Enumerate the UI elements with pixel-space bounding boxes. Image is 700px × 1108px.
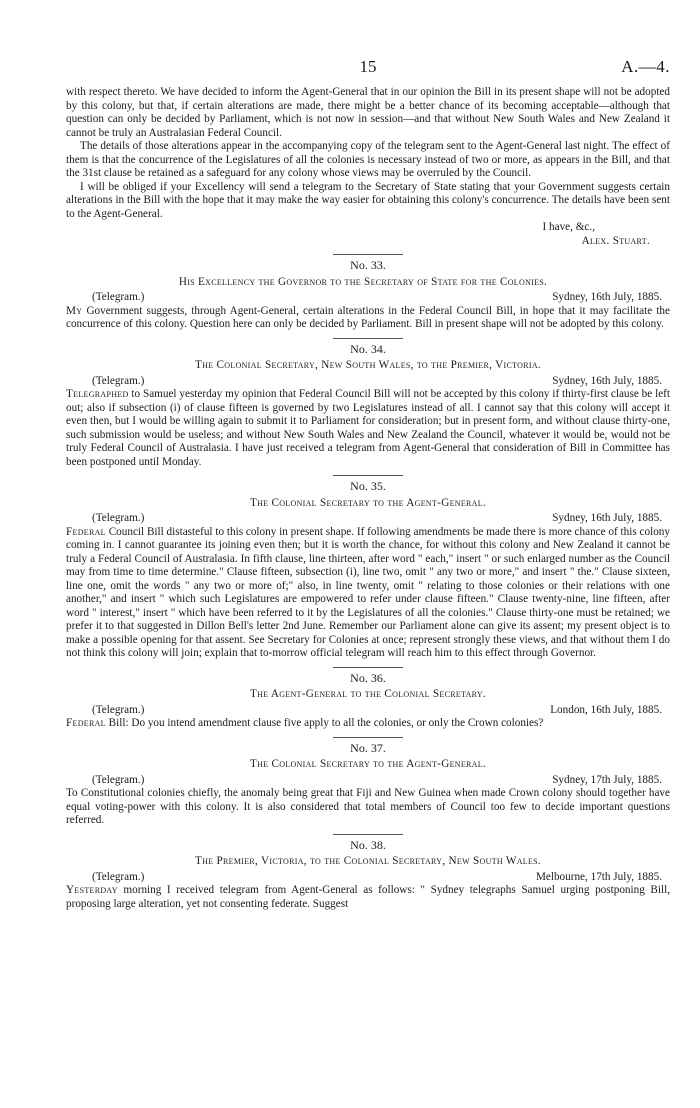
document-page [66,57,670,911]
intro-paragraph-1: with respect thereto. We have decided to inform the Agent-General that in our opinion the Bill in its present shape will not be adopted by this colony, but that, if certain alterations are made, there might be a better chance of its becoming acceptable—although that question can only be decided by Parliament, which is not now in session—and that without New South Wales and New Zealand it cannot be truly an Australasian Federal Council. [66,86,670,139]
letter-number: No. 37. [350,740,386,755]
lead-word: My [66,304,83,317]
section-divider [333,338,403,339]
intro-paragraph-2: The details of those alterations appear in the accompanying copy of the telegram sent to the Agent-General last night. The effect of them is that the concurrence of the Legislatures of all the colonies is necessary instead of two or more, as appears in the Bill, and that the 31st clause be retained as a safeguard for any colony whose views may be overruled by the Council. [66,140,670,179]
telegram-label: (Telegram.) [92,512,145,524]
letter-meta [66,375,670,389]
letter-34 [66,338,670,470]
letter-meta [66,512,670,526]
letter-heading: His Excellency the Governor to the Secretary of State for the Colonies. [178,275,548,288]
letter-body: My Government suggests, through Agent-General, certain alterations in the Federal Council Bill, in hope that it may facilitate the concurrence of this colony. Question here can only be decided by Parliament. Bill in present shape will not be adopted by this colony. [66,304,670,330]
lead-word: Yesterday [66,884,118,896]
dateline: Sydney, 17th July, 1885. [552,773,662,786]
lead-word: Federal [66,525,106,538]
letter-37 [66,737,670,828]
letter-33 [66,254,670,332]
letter-heading: The Agent-General to the Colonial Secretary. [249,688,487,700]
letter-body: Federal Bill: Do you intend amendment clause five apply to all the colonies, or only the Crown colonies? [66,717,544,729]
letter-number: No. 35. [350,479,386,493]
section-divider [333,475,403,476]
letter-body: Yesterday morning I received telegram from Agent-General as follows: " Sydney telegraphs Samuel urging postponing Bill, proposing large alteration, yet not consenting federate. Suggest [66,884,670,910]
letter-35 [66,475,670,661]
letter-number: No. 34. [350,341,386,356]
letter-meta [66,291,670,305]
telegram-label: (Telegram.) [92,703,145,716]
dateline: London, 16th July, 1885. [550,703,662,716]
section-divider [333,254,403,255]
intro-paragraph-3: I will be obliged if your Excellency will send a telegram to the Secretary of State stating that your Government suggests certain alterations in the Bill with the hope that it may make the way easier for obtaining this colony's concurrence. The details have been sent to the Agent-General. [66,180,670,220]
letter-meta [66,871,670,885]
page-number: 15 [359,57,377,76]
dateline: Sydney, 16th July, 1885. [552,512,662,524]
lead-word: Federal [66,717,106,729]
letter-number: No. 38. [350,837,386,852]
closing-line: I have, &c., [542,221,595,233]
telegram-label: (Telegram.) [92,870,145,883]
letter-body: Telegraphed to Samuel yesterday my opinion that Federal Council Bill will not be accepted by this colony if thirty-first clause be left out; also if subsection (i) of clause fifteen is governed by two Legislatures instead of all. I cannot say that this colony will accept it even then, but I would be willing again to submit it to Parliament for consideration; but in present form, and without clause thirty-one, such submission would be useless; and without New South Wales and New Zealand the Council, whatever it would be, would not be truly Federal Council of Australasia. I have just received a telegram from Agent-General that consideration of Bill in Committee has been postponed until Monday. [66,388,670,468]
letter-number: No. 36. [350,670,386,685]
section-divider [333,737,403,738]
letter-body: Federal Council Bill distasteful to this colony in present shape. If following amendments be made there is more chance of this colony coming in. I cannot guarantee its joining even then; but it is worth the chance, for without this colony and New Zealand it cannot be truly a Federal Council of Australasia. In fifth clause, line thirteen, after word " each," insert " or such enlarged number as the Council may from time to time determine." Clause fifteen, subsection (i), line two, omit " any two or more," and insert " the." Clause sixteen, line one, omit the words " any two or more of;" also, in line twenty, omit " relating to those colonies or their relations with one another," and insert " which such Legislatures are empowered to refer under clause fifteen." Clause twenty-nine, line fifteen, after word " interest," insert " which have been referred to it by the Legislatures of all the colonies." Clause thirty-one must be retained; we prefer it to that suggested in Dillon Bell's letter 2nd June. Remember our Parliament alone can give its assent; my present object is to make a possible opening for that assent. See Secretary for Colonies at once; represent strongly these views, and that without them I do not think this colony will join; explain that to-morrow official telegram will reach him to this effect through Governor. [66,525,670,659]
dateline: Melbourne, 17th July, 1885. [535,870,662,883]
section-divider [333,834,403,835]
signature: Alex. Stuart. [581,234,650,247]
telegram-label: (Telegram.) [92,291,145,303]
letter-meta [66,704,670,718]
letter-36 [66,667,670,731]
dateline: Sydney, 16th July, 1885. [552,291,662,303]
letter-heading: The Colonial Secretary to the Agent-General. [249,758,487,770]
letter-heading: The Premier, Victoria, to the Colonial Secretary, New South Wales. [194,855,542,867]
letter-body: To Constitutional colonies chiefly, the anomaly being great that Fiji and New Guinea when made Crown colony should together have equal voting-power with this colony. It is also considered that total members of Council too few to decide important questions referred. [66,787,670,826]
telegram-label: (Telegram.) [92,374,145,387]
section-divider [333,667,403,668]
dateline: Sydney, 16th July, 1885. [552,374,662,387]
letter-number: No. 33. [350,258,386,272]
document-reference: A.—4. [621,57,670,76]
lead-word: Telegraphed [66,388,129,400]
letter-meta [66,774,670,788]
telegram-label: (Telegram.) [92,773,145,786]
letter-38 [66,834,670,912]
letter-heading: The Colonial Secretary to the Agent-General. [249,496,487,509]
letter-heading: The Colonial Secretary, New South Wales, to the Premier, Victoria. [194,359,542,371]
